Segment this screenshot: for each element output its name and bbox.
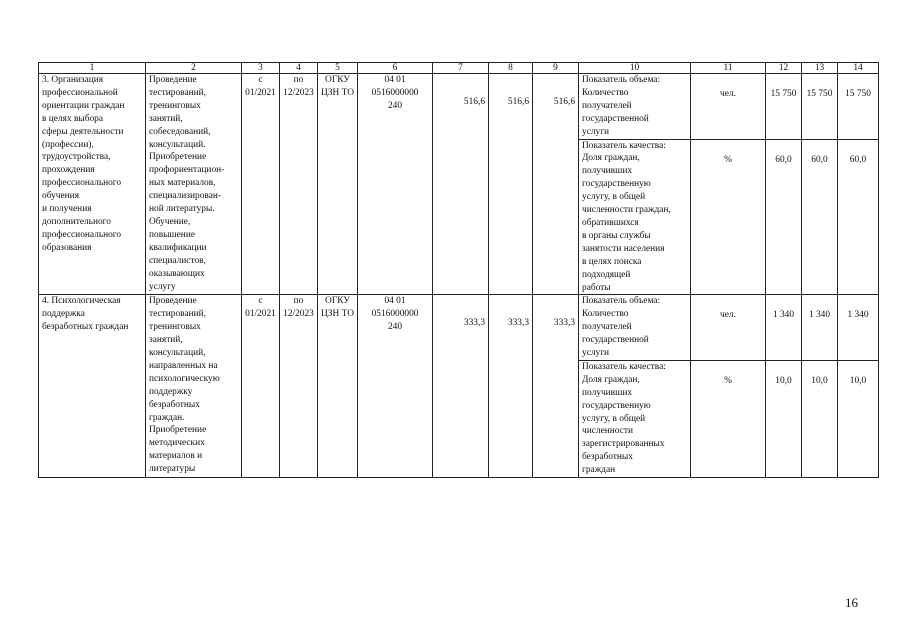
indicator-unit: чел.: [691, 295, 766, 361]
column-number-row: [39, 63, 879, 74]
indicator-value-12: 60,0: [766, 139, 802, 295]
indicator-value-12: 10,0: [766, 360, 802, 477]
indicator-volume: Показатель объема: Количество получателей государственной услуги: [579, 295, 691, 361]
funding-year-2: 333,3: [489, 295, 533, 478]
column-number: 11: [691, 63, 766, 74]
budget-code: 04 01 0516000000 240: [358, 295, 433, 478]
table-row: [39, 74, 879, 140]
activity-actions: Проведение тестирований, тренинговых занятий, консультаций, направленных на психологическую поддержку безработных граждан. Приобретение методических материалов и литературы: [146, 295, 242, 478]
indicator-value-14: 60,0: [838, 139, 879, 295]
activity-actions: Проведение тестирований, тренинговых занятий, собеседований, консультаций. Приобретение профориентацион- ных материалов, специализирован- ной литературы. Обучение, повышение квалификации специалистов, оказывающих услугу: [146, 74, 242, 295]
end-date: по 12/2023: [280, 74, 318, 295]
indicator-volume: Показатель объема: Количество получателей государственной услуги: [579, 74, 691, 140]
funding-year-1: 333,3: [433, 295, 489, 478]
column-number: 8: [489, 63, 533, 74]
funding-year-3: 333,3: [533, 295, 579, 478]
funding-year-2: 516,6: [489, 74, 533, 295]
column-number: 7: [433, 63, 489, 74]
indicator-quality: Показатель качества: Доля граждан, получивших государственную услугу, в общей численности граждан, обратившихся в органы службы занятости населения в целях поиска подходящей работы: [579, 139, 691, 295]
indicator-value-14: 15 750: [838, 74, 879, 140]
indicator-quality: Показатель качества: Доля граждан, получивших государственную услугу, в общей численности зарегистрированных безработных граждан: [579, 360, 691, 477]
column-number: 14: [838, 63, 879, 74]
indicator-unit: %: [691, 360, 766, 477]
end-date: по 12/2023: [280, 295, 318, 478]
column-number: 6: [358, 63, 433, 74]
column-number: 10: [579, 63, 691, 74]
indicator-value-12: 15 750: [766, 74, 802, 140]
column-number: 12: [766, 63, 802, 74]
executor: ОГКУ ЦЗН ТО: [318, 295, 358, 478]
activity-name: 4. Психологическая поддержка безработных граждан: [39, 295, 146, 478]
funding-year-1: 516,6: [433, 74, 489, 295]
indicator-value-14: 10,0: [838, 360, 879, 477]
funding-year-3: 516,6: [533, 74, 579, 295]
column-number: 13: [802, 63, 838, 74]
indicator-value-13: 15 750: [802, 74, 838, 140]
activity-name: 3. Организация профессиональной ориентации граждан в целях выбора сферы деятельности (профессии), трудоустройства, прохождения профессионального обучения и получения дополнительного профессионального образования: [39, 74, 146, 295]
budget-code: 04 01 0516000000 240: [358, 74, 433, 295]
program-activities-table: [38, 62, 879, 478]
indicator-value-13: 10,0: [802, 360, 838, 477]
column-number: 9: [533, 63, 579, 74]
start-date: с 01/2021: [242, 74, 280, 295]
indicator-value-13: 1 340: [802, 295, 838, 361]
executor: ОГКУ ЦЗН ТО: [318, 74, 358, 295]
column-number: 4: [280, 63, 318, 74]
column-number: 5: [318, 63, 358, 74]
indicator-value-13: 60,0: [802, 139, 838, 295]
column-number: 2: [146, 63, 242, 74]
column-number: 3: [242, 63, 280, 74]
start-date: с 01/2021: [242, 295, 280, 478]
indicator-unit: %: [691, 139, 766, 295]
indicator-value-12: 1 340: [766, 295, 802, 361]
indicator-value-14: 1 340: [838, 295, 879, 361]
page-number: 16: [845, 595, 858, 610]
indicator-unit: чел.: [691, 74, 766, 140]
column-number: 1: [39, 63, 146, 74]
table-row: [39, 295, 879, 361]
